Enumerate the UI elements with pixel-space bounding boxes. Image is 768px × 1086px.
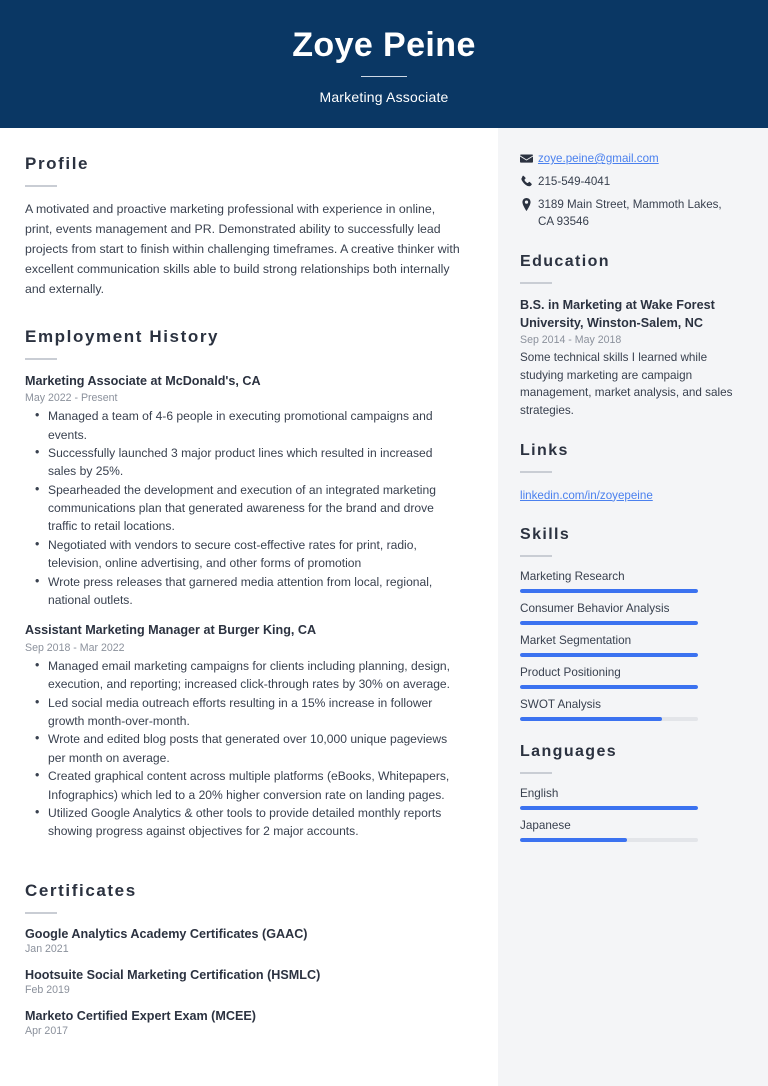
certificate-name: Marketo Certified Expert Exam (MCEE) [25,1008,256,1023]
job-entry [25,622,462,840]
job-bullet: • Negotiated with vendors to secure cost-effective rates for print, radio, television, online advertising, and other forms of promotion [25,536,462,573]
phone-icon [520,173,538,188]
section-profile [25,154,462,300]
phone-text: 215-549-4041 [538,175,611,189]
language-item [520,787,736,810]
address-text: 3189 Main Street, Mammoth Lakes, CA 93546 [538,198,722,229]
job-bullet: • Led social media outreach efforts resulting in a 15% increase in follower growth month-over-month. [25,694,462,731]
skill-bar-track [520,653,698,657]
skill-item [520,666,736,689]
certificates-heading-rule [25,912,57,914]
job-bullet-list [25,657,462,841]
section-education [520,253,736,420]
spacer [25,854,462,881]
certificate-entry [25,968,462,996]
section-employment-history [25,327,462,841]
spacer [25,300,462,327]
linkedin-link[interactable]: linkedin.com/in/zoyepeine [520,488,653,502]
email-text [538,150,659,167]
education-heading: Education [520,252,610,270]
job-date: Sep 2018 - Mar 2022 [25,641,125,654]
skill-bar-fill [520,653,698,657]
skill-bar-fill [520,589,698,593]
language-bar-track [520,806,698,810]
job-bullet-list [25,407,462,609]
skill-label: Product Positioning [520,665,621,679]
skill-bar-fill [520,621,698,625]
language-label: Japanese [520,818,571,832]
contact-block [520,150,736,231]
employment-heading-rule [25,358,57,360]
job-bullet: • Managed email marketing campaigns for clients including planning, design, execution, and reporting; increased click-through rates by 30% on average. [25,657,462,694]
certificates-heading: Certificates [25,880,137,900]
links-heading: Links [520,441,569,459]
main-column [0,128,498,1086]
candidate-name: Zoye Peine [292,26,476,65]
job-bullet: • Managed a team of 4-6 people in executing promotional campaigns and events. [25,407,462,444]
profile-text: A motivated and proactive marketing professional with experience in online, print, events management and PR. Demonstrated ability to successfully lead projects from start to finish within challenging timeframes. A creative thinker with excellent communication skills able to build strong relationships both internally and externally. [25,202,460,296]
contact-row-address [520,196,736,230]
skill-label: Market Segmentation [520,633,632,647]
job-bullet: • Utilized Google Analytics & other tools to provide detailed monthly reports showing progress against objectives for 2 major accounts. [25,804,462,841]
skill-item [520,570,736,593]
skill-label: Marketing Research [520,569,625,583]
contact-row-email [520,150,736,167]
job-bullet: • Wrote press releases that garnered media attention from local, regional, national outlets. [25,573,462,610]
certificate-date: Apr 2017 [25,1024,68,1037]
certificate-date: Jan 2021 [25,942,69,955]
resume-header [0,0,768,128]
certificate-name: Google Analytics Academy Certificates (GAAC) [25,926,308,941]
certificate-date: Feb 2019 [25,983,70,996]
certificate-entry [25,927,462,955]
skill-bar-fill [520,717,662,721]
certificate-entry [25,1009,462,1037]
profile-heading-rule [25,185,57,187]
skills-heading-rule [520,555,552,557]
skill-label: Consumer Behavior Analysis [520,601,670,615]
certificate-name: Hootsuite Social Marketing Certification (HSMLC) [25,967,321,982]
job-bullet: • Successfully launched 3 major product lines which resulted in increased sales by 25%. [25,444,462,481]
skill-bar-track [520,685,698,689]
section-certificates [25,881,462,1037]
education-heading-rule [520,282,552,284]
job-entry [25,373,462,610]
header-divider [361,76,407,77]
sidebar-column [498,128,768,1086]
skill-item [520,698,736,721]
map-pin-icon [520,196,538,211]
contact-row-phone [520,173,736,190]
section-languages [520,743,736,842]
job-bullet: • Wrote and edited blog posts that generated over 10,000 unique pageviews per month on average. [25,730,462,767]
skill-label: SWOT Analysis [520,697,601,711]
skill-bar-fill [520,685,698,689]
education-description: Some technical skills I learned while studying marketing are campaign management, market analysis, and sales strategies. [520,351,733,418]
language-label: English [520,786,559,800]
language-bar-fill [520,806,698,810]
job-title: Assistant Marketing Manager at Burger King, CA [25,623,317,638]
skill-bar-track [520,717,698,721]
candidate-job-title: Marketing Associate [319,88,449,105]
language-bar-fill [520,838,627,842]
links-heading-rule [520,471,552,473]
education-degree: B.S. in Marketing at Wake Forest University, Winston-Salem, NC [520,297,715,330]
profile-heading: Profile [25,154,90,173]
envelope-icon [520,150,538,165]
job-title: Marketing Associate at McDonald's, CA [25,373,261,388]
skill-item [520,634,736,657]
job-bullet: • Spearheaded the development and execution of an integrated marketing communications plan that generated awareness for the brand and drove traffic to retail locations. [25,481,462,536]
skill-item [520,602,736,625]
email-link[interactable]: zoye.peine@gmail.com [538,152,659,165]
language-item [520,819,736,842]
languages-heading: Languages [520,742,618,760]
languages-heading-rule [520,772,552,774]
link-item [520,486,736,504]
section-skills [520,526,736,721]
skill-bar-track [520,621,698,625]
education-date: Sep 2014 - May 2018 [520,334,622,347]
employment-heading: Employment History [25,326,220,346]
job-date: May 2022 - Present [25,392,118,405]
resume-body [0,128,768,1086]
job-bullet: • Created graphical content across multiple platforms (eBooks, Whitepapers, Infographics) which led to a 20% higher conversion rate on landing pages. [25,767,462,804]
skills-heading: Skills [520,525,571,543]
language-bar-track [520,838,698,842]
skill-bar-track [520,589,698,593]
section-links [520,442,736,504]
